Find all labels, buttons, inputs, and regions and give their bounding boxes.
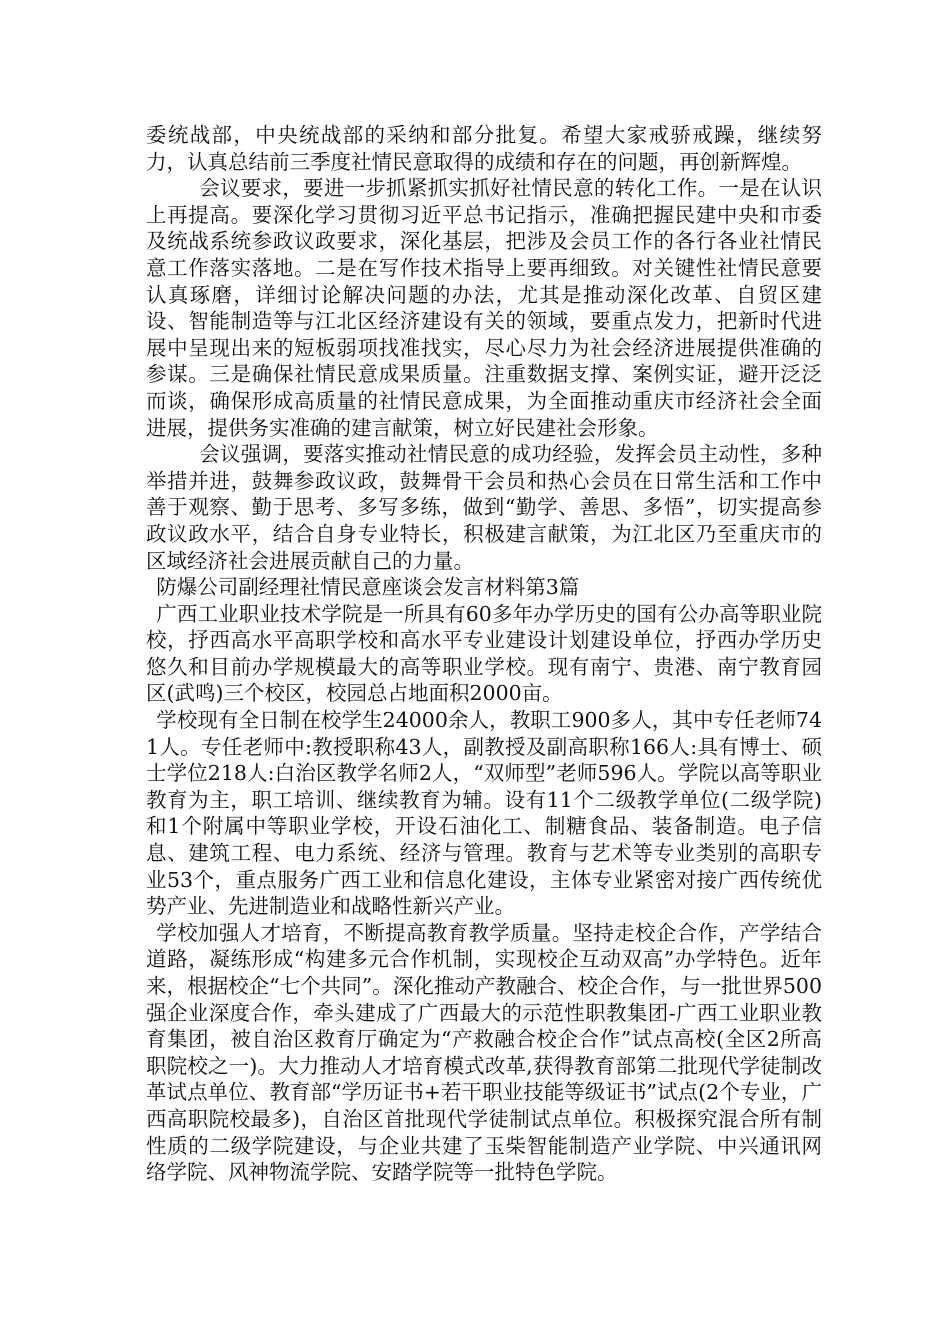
section-heading: 防爆公司副经理社情民意座谈会发言材料第3篇 bbox=[156, 575, 580, 600]
paragraph-school-staff: 学校现有全日制在校学生24000余人，教职工900多人，其中专任老师741人。专任老师中:教授职称43人，副教授及副高职称166人:具有博士、硕士学位218人:白治区教学名师2人，“双师型”老师596人。学院以高等职业教育为主，职工培训、继续教育为辅。设有11个二级教学单位(二级学院)和1个附属中等职业学校，开设石油化工、制糖食品、装备制造。电子信息、建筑工程、电力系统、经济与管理。教育与艺术等专业类别的高职专业53个，重点服务广西工业和信息化建设，主体专业紧密对接广西传统优势产业、先进制造业和战略性新兴产业。 bbox=[146, 708, 822, 919]
paragraph-school-training: 学校加强人才培育，不断提高教育教学质量。坚持走校企合作，产学结合道路，凝练形成“构建多元合作机制，实现校企互动双高”办学特色。近年来，根据校企“七个共同”。深化推动产教融合、校企合作，与一批世界500强企业深度合作，牵头建成了广西最大的示范性职教集团-广西工业职业教育集团，被自治区救育厅确定为“产救融合校企合作”试点高校(全区2所高职院校之一)。大力推动人才培育模式改革,获得教育部第二批现代学徒制改革试点单位、教育部“学历证书+若干职业技能等级证书”试点(2个专业，广西高职院校最多)，自治区首批现代学徒制试点单位。积极探究混合所有制性质的二级学院建设，与企业共建了玉柴智能制造产业学院、中兴通讯网络学院、风神物流学院、安踏学院等一批特色学院。 bbox=[146, 920, 822, 1185]
paragraph-continuation: 委统战部，中央统战部的采纳和部分批复。希望大家戒骄戒躁，继续努力，认真总结前三季度社情民意取得的成绩和存在的问题，再创新辉煌。 bbox=[146, 123, 822, 174]
document-body bbox=[146, 122, 822, 1186]
paragraph-school-intro: 广西工业职业技术学院是一所具有60多年办学历史的国有公办高等职业院校，抒西高水平高职学校和高水平专业建设计划建设单位，抒西办学历史悠久和目前办学规模最大的高等职业学校。现有南宁、贵港、南宁教育园区(武鸣)三个校区，校园总占地面积2000亩。 bbox=[146, 601, 822, 706]
paragraph-meeting-requirements: 会议要求，要进一步抓紧抓实抓好社情民意的转化工作。一是在认识上再提高。要深化学习贯彻习近平总书记指示，准确把握民建中央和市委及统战系统参政议政要求，深化基层，把涉及会员工作的各行各业社情民意工作落实落地。二是在写作技术指导上要再细致。对关键性社情民意要认真琢磨，详细讨论解决问题的办法，尤其是推动深化改革、自贸区建设、智能制造等与江北区经济建设有关的领域，要重点发力，把新时代进展中呈现出来的短板弱项找准找实，尽心尽力为社会经济进展提供准确的参谋。三是确保社情民意成果质量。注重数据支撑、案例实证，避开泛泛而谈，确保形成高质量的社情民意成果，为全面推动重庆市经济社会全面进展，提供务实准确的建言献策，树立好民建社会形象。 bbox=[146, 176, 822, 440]
paragraph-meeting-emphasis: 会议强调，要落实推动社情民意的成功经验，发挥会员主动性，多种举措并进，鼓舞参政议政，鼓舞骨干会员和热心会员在日常生活和工作中善于观察、勤于思考、多写多练，做到“勤学、善思、多悟”，切实提高参政议政水平，结合自身专业特长，积极建言献策，为江北区乃至重庆市的区域经济社会进展贡献自己的力量。 bbox=[146, 442, 822, 573]
